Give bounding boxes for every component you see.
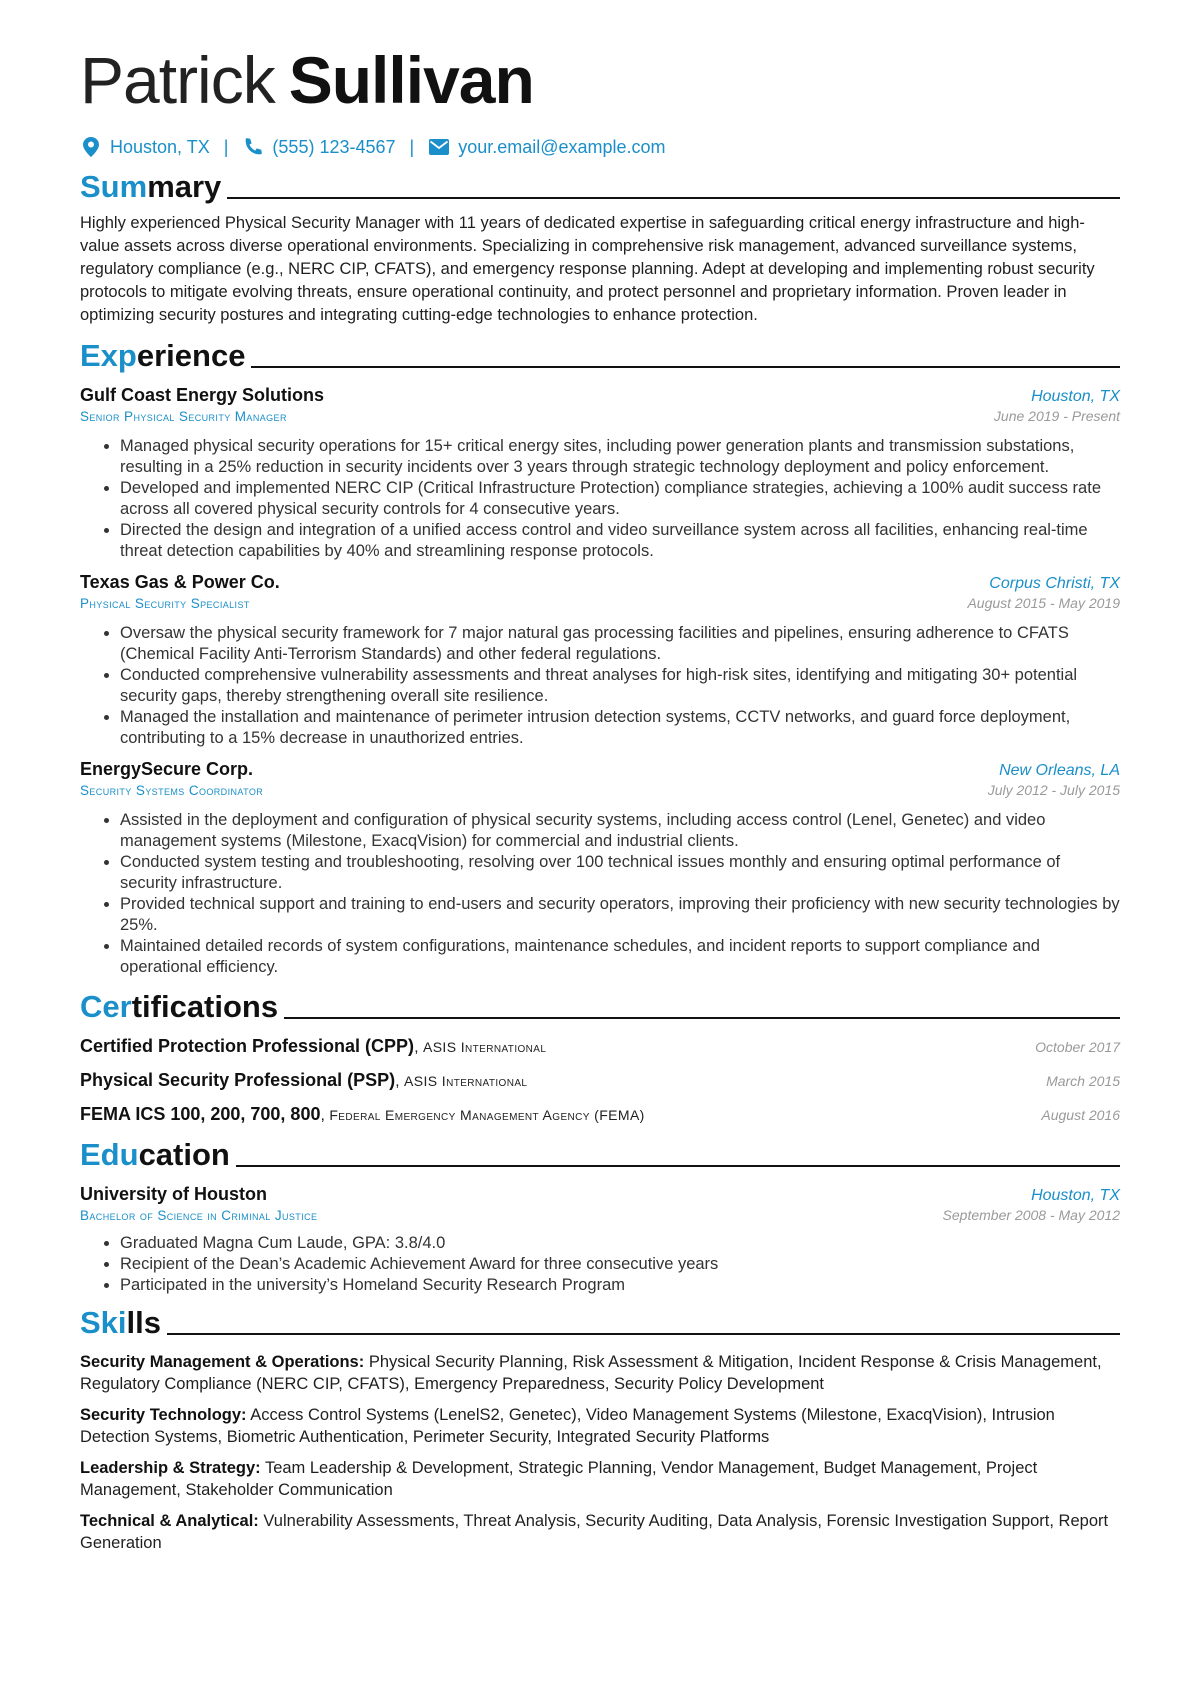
job-dates: June 2019 - Present [993, 408, 1120, 424]
section-summary-heading [80, 166, 1120, 206]
certification-name: FEMA ICS 100, 200, 700, 800 [80, 1104, 321, 1124]
skill-list: Access Control Systems (LenelS2, Genetec), Video Management Systems (Milestone, ExacqVision), Intrusion Detection Systems, Biometric Authentication, Perimeter Security, Integrated Security Platforms [80, 1406, 1055, 1446]
skill-list: Vulnerability Assessments, Threat Analysis, Security Auditing, Data Analysis, Forensic Investigation Support, Report Generation [80, 1512, 1109, 1552]
contact-email[interactable] [428, 136, 665, 158]
skill-group [80, 1457, 1120, 1501]
heading-rest: cation [138, 1137, 230, 1172]
first-name: Patrick [80, 43, 275, 117]
bullet-item: • Directed the design and integration of a unified access control and video surveillance system across all facilities, enhancing real-time threat detection capabilities by 40% and streamlining response protocols. [120, 520, 1120, 562]
section-skills-heading [80, 1302, 1120, 1342]
certification-entry: Certified Protection Professional (CPP), ASIS International October 2017 [80, 1036, 1120, 1056]
certification-org: ASIS International [404, 1073, 528, 1089]
bullet-item: • Conducted comprehensive vulnerability assessments and threat analyses for high-risk sites, identifying and mitigating 30+ potential security gaps, thereby strengthening overall site resilience. [120, 665, 1120, 707]
skill-label: Security Technology: [80, 1406, 247, 1424]
job-location: Houston, TX [1031, 388, 1120, 405]
heading-rest: mary [147, 169, 222, 204]
section-education-heading [80, 1134, 1120, 1174]
heading-rest: erience [136, 338, 246, 373]
certification-name: Certified Protection Professional (CPP) [80, 1036, 415, 1056]
bullet-item: • Maintained detailed records of system configurations, maintenance schedules, and incident reports to support compliance and operational efficiency. [120, 936, 1120, 978]
contact-separator: | [409, 136, 415, 157]
skill-group [80, 1510, 1120, 1554]
company-name: EnergySecure Corp. [80, 759, 254, 779]
company-name: Gulf Coast Energy Solutions [80, 385, 325, 405]
heading-accent: Cer [80, 989, 132, 1024]
certification-entry: Physical Security Professional (PSP), ASIS International March 2015 [80, 1070, 1120, 1090]
degree-title: Bachelor of Science in Criminal Justice [80, 1208, 318, 1223]
job-bullets [80, 623, 1120, 749]
heading-accent: Exp [80, 338, 137, 373]
bullet-item: • Graduated Magna Cum Laude, GPA: 3.8/4.0 [120, 1233, 1120, 1254]
candidate-name [80, 40, 1120, 120]
heading-rule [167, 1333, 1120, 1335]
bullet-item: • Participated in the university’s Homeland Security Research Program [120, 1275, 1120, 1296]
certification-org: Federal Emergency Management Agency (FEMA) [329, 1107, 645, 1123]
section-certifications-heading [80, 986, 1120, 1026]
job-dates: July 2012 - July 2015 [987, 782, 1120, 798]
heading-accent: Ski [80, 1305, 127, 1340]
bullet-item: • Provided technical support and training to end-users and security operators, improving their proficiency with new security technologies by 25%. [120, 894, 1120, 936]
skill-label: Leadership & Strategy: [80, 1459, 261, 1477]
contact-bar [80, 132, 1120, 162]
heading-accent: Edu [80, 1137, 139, 1172]
phone-icon [242, 136, 264, 158]
last-name: Sullivan [288, 43, 534, 117]
heading-rest: lls [126, 1305, 161, 1340]
heading-rule [236, 1165, 1120, 1167]
map-pin-icon [80, 136, 102, 158]
job-title: Security Systems Coordinator [80, 783, 264, 798]
email-text[interactable]: your.email@example.com [458, 136, 666, 157]
resume-page [80, 40, 1120, 1554]
job-title: Physical Security Specialist [80, 596, 250, 611]
education-dates: September 2008 - May 2012 [942, 1207, 1120, 1223]
skill-group [80, 1351, 1120, 1395]
contact-phone[interactable] [242, 136, 395, 158]
certification-name: Physical Security Professional (PSP) [80, 1070, 396, 1090]
job-bullets [80, 810, 1120, 978]
heading-rule [227, 197, 1120, 199]
school-name: University of Houston [80, 1184, 268, 1204]
job-location: New Orleans, LA [999, 762, 1120, 779]
bullet-item: • Managed the installation and maintenance of perimeter intrusion detection systems, CCTV networks, and guard force deployment, contributing to a 15% decrease in unauthorized entries. [120, 707, 1120, 749]
bullet-item: • Assisted in the deployment and configuration of physical security systems, including access control (Lenel, Genetec) and video management systems (Milestone, ExacqVision) for commercial and industrial clients. [120, 810, 1120, 852]
experience-entry [80, 759, 1120, 978]
contact-location [80, 136, 210, 158]
skill-label: Security Management & Operations: [80, 1353, 365, 1371]
bullet-item: • Managed physical security operations for 15+ critical energy sites, including power generation plants and transmission substations, resulting in a 25% reduction in security incidents over 3 years through strategic technology deployment and policy enforcement. [120, 436, 1120, 478]
heading-accent: Sum [80, 169, 148, 204]
phone-text[interactable]: (555) 123-4567 [272, 136, 396, 157]
certification-entry: FEMA ICS 100, 200, 700, 800, Federal Emergency Management Agency (FEMA) August 2016 [80, 1104, 1120, 1124]
section-experience-heading [80, 335, 1120, 375]
heading-rule [251, 366, 1120, 368]
skill-list: Team Leadership & Development, Strategic Planning, Vendor Management, Budget Management, Project Management, Stakeholder Communication [80, 1459, 1038, 1499]
certification-org: ASIS International [422, 1039, 547, 1055]
bullet-item: • Oversaw the physical security framework for 7 major natural gas processing facilities and pipelines, ensuring adherence to CFATS (Chemical Facility Anti-Terrorism Standards) and other federal regulations. [120, 623, 1120, 665]
job-dates: August 2015 - May 2019 [967, 595, 1120, 611]
summary-text: Highly experienced Physical Security Manager with 11 years of dedicated expertise in safeguarding critical energy infrastructure and high-value assets across diverse operational environments. Specializing in comprehensive risk management, advanced surveillance systems, regulatory compliance (e.g., NERC CIP, CFATS), and emergency response planning. Adept at developing and implementing robust security protocols to mitigate evolving threats, ensure operational continuity, and protect personnel and proprietary information. Proven leader in optimizing security postures and integrating cutting-edge technologies to enhance protection. [80, 214, 1095, 324]
certification-date: October 2017 [1035, 1039, 1120, 1055]
job-title: Senior Physical Security Manager [80, 409, 287, 424]
heading-rest: tifications [131, 989, 279, 1024]
certification-date: August 2016 [1041, 1107, 1120, 1123]
job-location: Corpus Christi, TX [989, 575, 1120, 592]
bullet-item: • Recipient of the Dean’s Academic Achievement Award for three consecutive years [120, 1254, 1120, 1275]
skill-label: Technical & Analytical: [80, 1512, 259, 1530]
education-entry [80, 1184, 1120, 1296]
envelope-icon [428, 136, 450, 158]
heading-rule [284, 1017, 1120, 1019]
skill-list: Physical Security Planning, Risk Assessment & Mitigation, Incident Response & Crisis Management, Regulatory Compliance (NERC CIP, CFATS), Emergency Preparedness, Security Policy Development [80, 1353, 1102, 1393]
school-location: Houston, TX [1031, 1187, 1120, 1204]
job-bullets [80, 436, 1120, 562]
education-bullets [80, 1233, 1120, 1296]
certification-date: March 2015 [1046, 1073, 1120, 1089]
experience-entry [80, 385, 1120, 562]
bullet-item: • Conducted system testing and troubleshooting, resolving over 100 technical issues monthly and ensuring optimal performance of security infrastructure. [120, 852, 1120, 894]
company-name: Texas Gas & Power Co. [80, 572, 280, 592]
contact-separator: | [223, 136, 229, 157]
bullet-item: • Developed and implemented NERC CIP (Critical Infrastructure Protection) compliance strategies, achieving a 100% audit success rate across all covered physical security controls for 4 consecutive years. [120, 478, 1120, 520]
skill-group [80, 1404, 1120, 1448]
location-text: Houston, TX [110, 136, 210, 157]
experience-entry [80, 572, 1120, 749]
